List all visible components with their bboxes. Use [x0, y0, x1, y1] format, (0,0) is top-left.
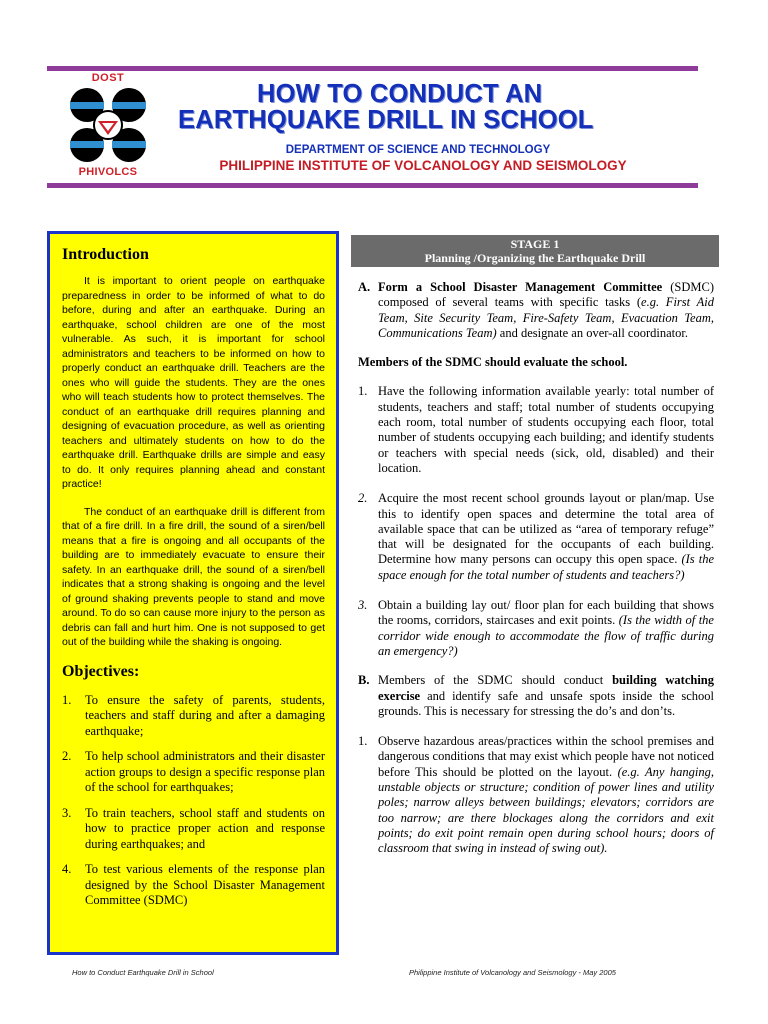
dost-phivolcs-logo: [62, 72, 154, 180]
section-a-marker: A.: [358, 280, 371, 294]
list1-number: 2.: [358, 491, 368, 506]
logo-bottom-text: PHIVOLCS: [78, 166, 138, 178]
list1-item: [358, 598, 714, 659]
page-title: [178, 81, 678, 133]
section-a-text-2: and designate an over-all coordinator.: [496, 325, 688, 340]
objective-number: 2.: [62, 749, 72, 763]
introduction-box: [47, 231, 339, 955]
objective-number: 1.: [62, 692, 72, 707]
objective-number: 3.: [62, 805, 72, 820]
members-heading: Members of the SDMC should evaluate the school.: [358, 355, 628, 370]
institute-name: PHILIPPINE INSTITUTE OF VOLCANOLOGY AND SEISMOLOGY: [219, 158, 627, 173]
list1-item: [358, 491, 714, 583]
logo-emblem-icon: [66, 85, 150, 165]
list1-note: (Is the width of the corridor wide enough to accommodate the flow of traffic during an emergency?): [378, 613, 714, 658]
logo-top-text: DOST: [91, 72, 125, 84]
introduction-heading: Introduction: [62, 246, 149, 263]
objective-text: To train teachers, school staff and students on how to practice proper action and response during earthquakes; and: [85, 805, 325, 851]
section-b-emphasis: building watching exercise: [378, 673, 714, 703]
section-b-text-1: Members of the SDMC should conduct: [378, 673, 613, 688]
list1-text: Obtain a building lay out/ floor plan for each building that shows the rooms, corridors, staircases and exit points.: [378, 598, 714, 628]
objective-item: [62, 862, 325, 909]
objective-item: [62, 693, 325, 740]
section-b: [358, 673, 714, 719]
list2-number: 1.: [358, 734, 368, 749]
section-b-text-2: and identify safe and unsafe spots inside the school grounds. This is necessary for stressing the do’s and don’ts.: [378, 688, 714, 718]
header-bottom-rule: [47, 183, 698, 188]
stage-banner: [351, 235, 719, 267]
objectives-list: [62, 693, 325, 909]
objective-item: [62, 749, 325, 796]
section-a-examples: e.g. First Aid Team, Site Security Team, Fire-Safety Team, Evacuation Team, Communications Team): [378, 295, 714, 340]
title-line-2: EARTHQUAKE DRILL IN SCHOOL: [178, 106, 594, 134]
introduction-paragraph-1: It is important to orient people on earthquake preparedness in order to be informed of what to do before, during and after an earthquake. During an earthquake, school children are one of the most vulnerable. As such, it is important for school administrators and teachers to be informed on how to properly conduct an earthquake drill. Teachers are the ones who will guide the students. They are the ones who will teach students how to protect themselves. The conduct of an earthquake drill requires planning and designing of evacuation procedure, as well as orienting teachers and ultimately students on how to do the earthquake drill. Earthquake drills are simple and easy to do. It only requires planning ahead and constant practice!: [62, 275, 325, 490]
section-a-heading: Form a School Disaster Management Committee: [378, 280, 663, 294]
objective-text: To help school administrators and their disaster action groups to design a specific response plan of the school for earthquakes;: [85, 749, 325, 794]
objective-text: To ensure the safety of parents, students, teachers and staff during and after a damaging earthquake;: [85, 692, 325, 738]
stage-content: [358, 280, 714, 857]
objective-item: [62, 806, 325, 853]
section-a: [358, 280, 714, 341]
section-b-marker: B.: [358, 673, 370, 688]
objectives-heading: Objectives:: [62, 662, 140, 680]
list1-text: Have the following information available yearly: total number of students, teachers and staff; total number of students occupying each room, total number of students occupying each floor, total number of students occupying each building; and identify students or teachers with special needs (sick, old, disabled) and their location.: [378, 384, 714, 475]
objective-number: 4.: [62, 862, 72, 876]
list1-text: Acquire the most recent school grounds layout or plan/map. Use this to identify open spaces and determine the total area of available space that can be utilized as “area of temporary refuge” that will be designated for the occupants of each building. Determine how many persons can occupy this open space.: [378, 491, 714, 567]
department-name: DEPARTMENT OF SCIENCE AND TECHNOLOGY: [285, 144, 551, 156]
section-a-text-1: (SDMC) composed of several teams with specific tasks (: [378, 280, 714, 310]
list2-item: [358, 734, 714, 856]
list2-note: (e.g. Any hanging, unstable objects or structure; condition of power lines and utility poles; narrow alleys between buildings; elevators; corridors are too narrow; are there blockages along the corridors and exit points; do exit point remain open during school hours; doors of classroom that swing in instead of swing out).: [378, 764, 714, 856]
list1-item: [358, 384, 714, 476]
introduction-paragraph-2: The conduct of an earthquake drill is different from that of a fire drill. In a fire drill, the sound of a siren/bell means that a fire is ongoing and all occupants of the building are to immediately evacuate to ensure their safety. In an earthquake drill, the sound of a siren/bell indicates that a strong shaking is ongoing and the level of ground shaking prevents people to stand and move around. To do so can cause more injury to the person as debris can fall and hurt him. One is not supposed to get out of the building while the shaking is ongoing.: [62, 505, 325, 648]
list2-text: Observe hazardous areas/practices within the school premises and dangerous conditions that may exist which people have not noticed before This should be plotted on the layout.: [378, 734, 714, 779]
list1-number: 1.: [358, 384, 368, 399]
header-top-rule: [47, 66, 698, 71]
stage-title: STAGE 1: [510, 237, 560, 251]
title-line-1: HOW TO CONDUCT AN: [257, 80, 543, 108]
list1-number: 3.: [358, 598, 368, 613]
footer-left: How to Conduct Earthquake Drill in School: [72, 968, 214, 977]
footer-right: Philippine Institute of Volcanology and Seismology - May 2005: [409, 968, 616, 977]
objective-text: To test various elements of the response plan designed by the School Disaster Management Committee (SDMC): [85, 862, 325, 907]
list1-note: (Is the space enough for the total number of students and teachers?): [378, 552, 714, 582]
stage-subtitle: Planning /Organizing the Earthquake Drill: [424, 251, 646, 265]
